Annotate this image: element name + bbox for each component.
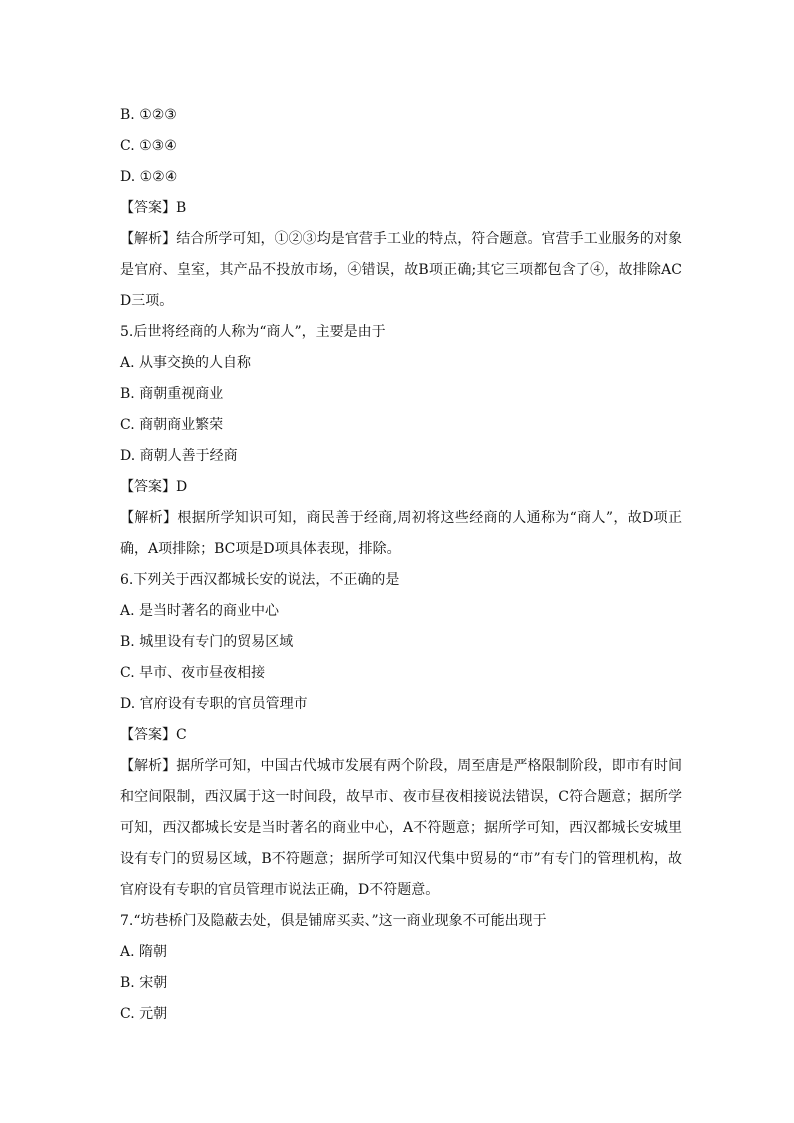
q7-option-b: B. 宋朝 (120, 975, 168, 991)
q4-option-c: C. ①③④ (120, 138, 177, 154)
analysis-label: 【解析】 (120, 510, 178, 526)
q5-option-a: A. 从事交换的人自称 (120, 355, 252, 371)
q4-answer (120, 193, 682, 224)
document-content (120, 100, 682, 1030)
q6-analysis (120, 751, 682, 906)
answer-value: C (176, 727, 187, 743)
q5-option-b: B. 商朝重视商业 (120, 386, 224, 402)
answer-label: 【答案】 (120, 200, 176, 216)
q7-option-a: A. 隋朝 (120, 944, 168, 960)
analysis-label: 【解析】 (120, 758, 177, 774)
q6-option-a: A. 是当时著名的商业中心 (120, 603, 280, 619)
analysis-label: 【解析】 (120, 231, 177, 247)
q7-question: 7.“坊巷桥门及隐蔽去处，俱是铺席买卖、”这一商业现象不可能出现于 (120, 913, 547, 929)
q6-option-c: C. 早市、夜市昼夜相接 (120, 665, 266, 681)
answer-label: 【答案】 (120, 479, 176, 495)
q6-option-b: B. 城里设有专门的贸易区域 (120, 634, 294, 650)
q5-option-d: D. 商朝人善于经商 (120, 448, 238, 464)
q6-answer (120, 720, 682, 751)
analysis-text: 根据所学知识可知，商民善于经商,周初将这些经商的人通称为“商人”，故D项正确，A项排除；BC项是D项具体表现，排除。 (120, 510, 682, 557)
q5-question: 5.后世将经商的人称为“商人”，主要是由于 (120, 324, 386, 340)
q4-option-d: D. ①②④ (120, 169, 178, 185)
q5-answer (120, 472, 682, 503)
analysis-text: 据所学可知，中国古代城市发展有两个阶段，周至唐是严格限制阶段，即市有时间和空间限制，西汉属于这一时间段，故早市、夜市昼夜相接说法错误，C符合题意；据所学可知，西汉都城长安是当时著名的商业中心，A不符题意；据所学可知，西汉都城长安城里设有专门的贸易区域，B不符题意；据所学可知汉代集中贸易的“市”有专门的管理机构，故官府设有专职的官员管理市说法正确，D不符题意。 (120, 758, 683, 898)
q6-question: 6.下列关于西汉都城长安的说法，不正确的是 (120, 572, 400, 588)
q6-option-d: D. 官府设有专职的官员管理市 (120, 696, 308, 712)
q4-analysis (120, 224, 682, 317)
q5-analysis (120, 503, 682, 565)
answer-label: 【答案】 (120, 727, 176, 743)
q5-option-c: C. 商朝商业繁荣 (120, 417, 224, 433)
answer-value: D (176, 479, 188, 495)
q4-option-b: B. ①②③ (120, 107, 177, 123)
q7-option-c: C. 元朝 (120, 1006, 168, 1022)
analysis-text: 结合所学可知，①②③均是官营手工业的特点，符合题意。官营手工业服务的对象是官府、皇室，其产品不投放市场，④错误，故B项正确;其它三项都包含了④，故排除ACD三项。 (120, 231, 683, 309)
answer-value: B (176, 200, 187, 216)
